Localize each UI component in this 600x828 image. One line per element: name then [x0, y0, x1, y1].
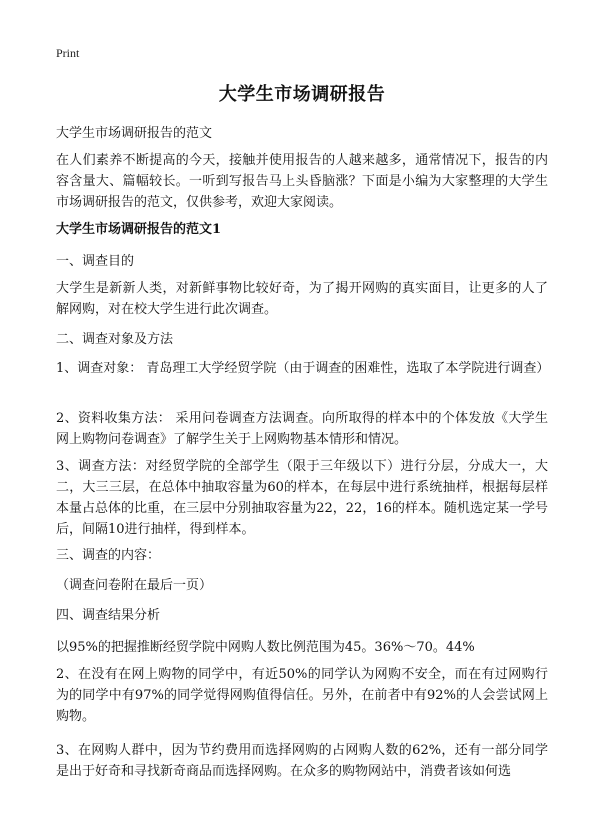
section2-heading: 二、调查对象及方法: [56, 332, 174, 347]
section-title: 大学生市场调研报告的范文1: [56, 222, 222, 237]
page-title: 大学生市场调研报告: [218, 84, 386, 105]
section2-item3: 3、调查方法：对经贸学院的全部学生（限于三年级以下）进行分层，分成大一，大二，大三三层，在总体中抽取容量为60的样本，在每层中进行系统抽样，根据每层样本量占总体的比重，在三层中分别抽取容量为22，22，16的样本。随机选定某一学号后，间隔10进行抽样，得到样本。: [56, 459, 548, 537]
section1-text: 大学生是新新人类，对新鲜事物比较好奇，为了揭开网购的真实面目，让更多的人了解网购，对在校大学生进行此次调查。: [56, 281, 548, 317]
section2-item2: 2、资料收集方法： 采用问卷调查方法调查。向所取得的样本中的个体发放《大学生网上购物问卷调查》了解学生关于上网购物基本情形和情况。: [56, 411, 548, 447]
section3-heading: 三、调查的内容：: [56, 548, 161, 563]
section2-item1: 1、调查对象： 青岛理工大学经贸学院（由于调查的困难性，选取了本学院进行调查）: [56, 361, 550, 376]
section4-item3: 3、在网购人群中，因为节约费用而选择网购的占网购人数的62%，还有一部分同学是出于好奇和寻找新奇商品而选择网购。在众多的购物网站中，消费者该如何选: [56, 743, 548, 779]
section1-heading: 一、调查目的: [56, 254, 135, 269]
print-label[interactable]: Print: [56, 46, 80, 60]
section3-note: （调查问卷附在最后一页）: [56, 578, 213, 593]
subtitle: 大学生市场调研报告的范文: [56, 126, 213, 141]
intro-paragraph: 在人们素养不断提高的今天，接触并使用报告的人越来越多，通常情况下，报告的内容含量大、篇幅较长。一听到写报告马上头昏脑涨？下面是小编为大家整理的大学生市场调研报告的范文，仅供参考，欢迎大家阅读。: [56, 153, 548, 210]
section4-heading: 四、调查结果分析: [56, 608, 161, 623]
section4-item2: 2、在没有在网上购物的同学中，有近50%的同学认为网购不安全，而在有过网购行为的同学中有97%的同学觉得网购值得信任。另外，在前者中有92%的人会尝试网上购物。: [56, 667, 548, 724]
section4-line1: 以95%的把握推断经贸学院中网购人数比例范围为45。36%～70。44%: [56, 640, 475, 655]
